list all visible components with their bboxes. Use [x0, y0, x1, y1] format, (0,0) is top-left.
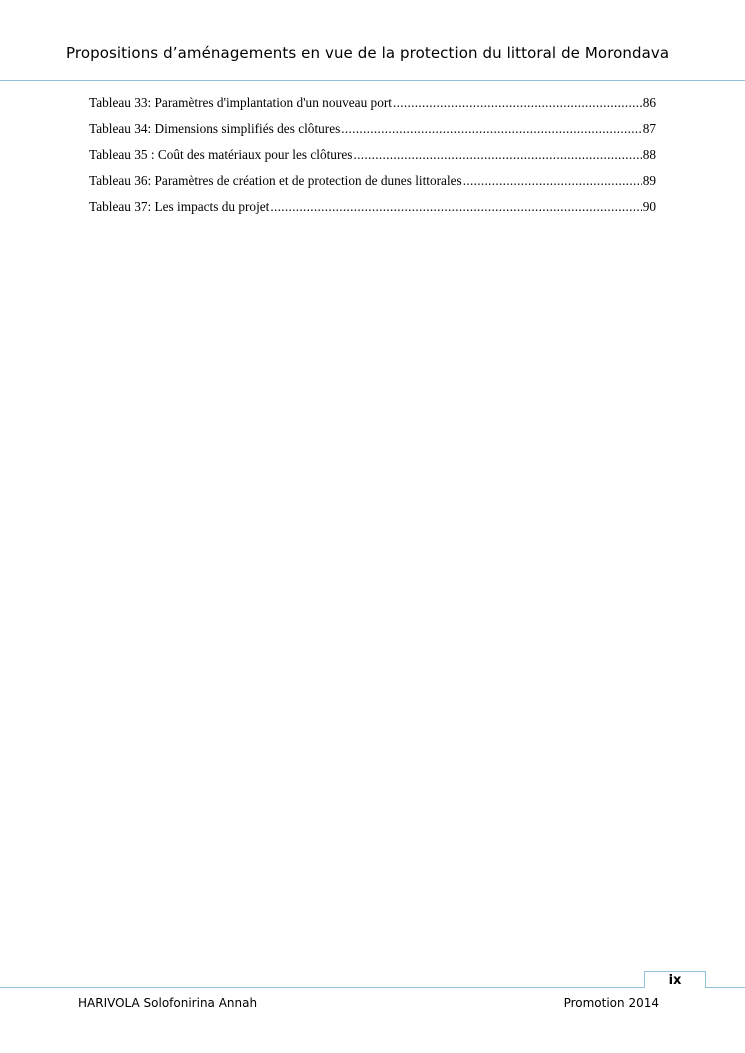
- header-title: Propositions d’aménagements en vue de la protection du littoral de Morondava: [66, 44, 670, 62]
- footer-author: HARIVOLA Solofonirina Annah: [78, 996, 258, 1010]
- toc-entry-page: 86: [642, 95, 656, 110]
- footer-promotion: Promotion 2014: [563, 996, 659, 1010]
- toc-entry[interactable]: [89, 147, 656, 173]
- toc-leader-dots: [393, 95, 642, 111]
- toc-entry-page: 90: [642, 199, 656, 214]
- toc-leader-dots: [463, 173, 642, 189]
- toc-leader-dots: [270, 199, 641, 215]
- toc-leader-dots: [341, 121, 641, 137]
- toc-entry[interactable]: [89, 199, 656, 225]
- toc-entry-label: Tableau 36: Paramètres de création et de protection de dunes littorales: [89, 173, 462, 188]
- toc-entry[interactable]: [89, 95, 656, 121]
- toc-entry-label: Tableau 33: Paramètres d'implantation d'un nouveau port: [89, 95, 392, 110]
- toc-entry-page: 87: [642, 121, 656, 136]
- page-header: [0, 0, 745, 81]
- toc-entry-label: Tableau 37: Les impacts du projet: [89, 199, 270, 214]
- table-of-contents: [89, 95, 656, 225]
- page-number: ix: [644, 971, 706, 988]
- toc-entry[interactable]: [89, 121, 656, 147]
- toc-leader-dots: [353, 147, 641, 163]
- toc-entry[interactable]: [89, 173, 656, 199]
- toc-entry-page: 89: [642, 173, 656, 188]
- footer-rule: [0, 987, 745, 988]
- toc-entry-label: Tableau 35 : Coût des matériaux pour les clôtures: [89, 147, 353, 162]
- toc-entry-page: 88: [642, 147, 656, 162]
- toc-entry-label: Tableau 34: Dimensions simplifiés des clôtures: [89, 121, 341, 136]
